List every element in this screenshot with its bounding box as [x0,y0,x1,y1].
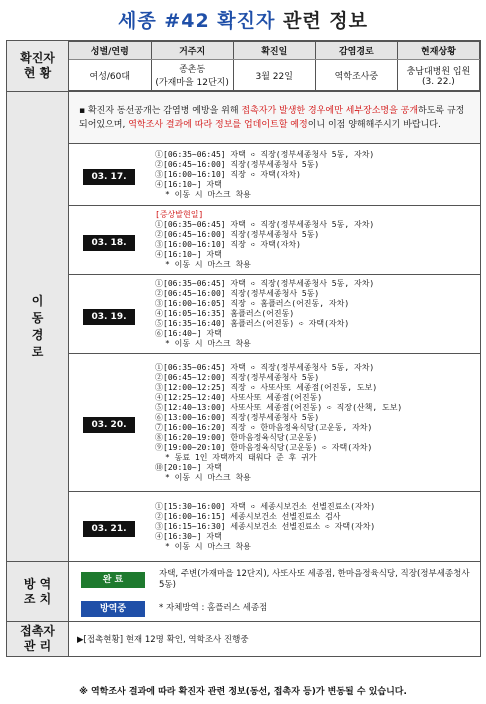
route-entry: ①[06:35~06:45] 자택 ➪ 직장(정부세종청사 5동, 자차) [155,220,375,229]
route-entry: ①[15:30~16:00] 자택 ➪ 세종시보건소 선별진료소(자차) [155,501,376,511]
value-infection-route: 역학조사중 [315,60,397,91]
route-entry: ⑤[16:35~16:40] 홈플러스(어진동) ➪ 자택(자차) [155,319,350,328]
route-entry: ④[16:10~] 자택 [155,250,222,259]
route-note: * 이동 시 마스크 착용 [165,260,251,269]
patient-section-label: 확진자 현 황 [7,41,69,92]
route-entry: ③[12:00~12:25] 직장 ➪ 사또사또 세종점(어진동, 도보) [155,382,378,392]
route-entry: ②[06:45~16:00] 직장(정부세종청사 5동) [155,289,320,298]
route-entry: ①[06:35~06:45] 자택 ➪ 직장(정부세종청사 5동, 자차) [155,362,375,372]
route-entry: ④[16:10~] 자택 [155,179,222,189]
route-entry: ③[16:00~16:10] 직장 ➪ 자택(자차) [155,169,301,179]
route-entry: ①[06:35~06:45] 자택 ➪ 직장(정부세종청사 5동, 자차) [155,149,375,159]
date-label-0321: 03. 21. [83,521,135,537]
route-entry: ②[06:45~16:00] 직장(정부세종청사 5동) [155,230,320,239]
header-residence: 거주지 [151,42,233,60]
header-gender-age: 성별/연령 [69,42,151,60]
title-secondary: 관련 정보 [282,10,369,32]
header-confirm-date: 확진일 [233,42,315,60]
route-entry: ③[16:00~16:05] 직장 ➪ 홈플러스(어진동, 자차) [155,299,350,308]
route-note: * 이동 시 마스크 착용 [165,541,251,551]
notice-text-1: 확진자 동선공개는 감염병 예방을 위해 [87,105,242,116]
notice-highlight-2: 역학조사 결과에 따라 정보를 업데이트할 예정 [128,119,308,130]
route-entry: ②[06:45~16:00] 직장(정부세종청사 5동) [155,159,320,169]
day-row-0320 [7,354,481,492]
notice-highlight-1: 접촉자가 발생한 경우에만 세부장소명을 공개 [241,105,419,116]
route-entry: ⑩[20:10~] 자택 [155,462,222,472]
header-current-status: 현재상황 [397,42,479,60]
route-entry: ⑥[13:00~16:00] 직장(정부세종청사 5동) [155,412,320,422]
route-entry: ⑧[16:20~19:00] 한마음정육식당(고운동) [155,432,318,442]
date-label-0318: 03. 18. [83,235,135,251]
day-row-0317 [7,144,481,206]
done-badge: 완 료 [81,572,145,588]
date-label-0317: 03. 17. [83,169,135,185]
ongoing-badge: 방역중 [81,601,145,617]
route-entry: ⑥[16:40~] 자택 [155,329,222,338]
route-note: * 이동 시 마스크 착용 [165,472,251,482]
page-title [0,6,486,36]
route-entry: ⑦[16:00~16:20] 직장 ➪ 한마음정육식당(고운동, 자차) [155,422,373,432]
quarantine-done [73,566,476,594]
quarantine-row [7,562,481,622]
value-gender-age: 여성/60대 [69,60,151,91]
value-residence: 종촌동 (가재마을 12단지) [151,60,233,91]
route-entry: ④[16:05~16:35] 홈플러스(어진동) [155,309,295,318]
header-infection-route: 감염경로 [315,42,397,60]
disclosure-notice [69,92,481,144]
contact-status: ▶[접촉현황] 현재 12명 확인, 역학조사 진행중 [69,622,481,657]
title-primary: 세종 #42 확진자 [117,10,276,32]
route-entry: ③[16:00~16:10] 직장 ➪ 자택(자차) [155,240,301,249]
day-row-0318 [7,206,481,275]
day-row-0319 [7,275,481,354]
route-section-label: 이 동 경 로 [7,92,69,562]
value-confirm-date: 3월 22일 [233,60,315,91]
route-entry: ③[16:15~16:30] 세종시보건소 선별진료소 ➪ 자택(자차) [155,521,376,531]
route-entry: ④[12:25~12:40] 사또사또 세종점(어진동) [155,392,323,402]
notice-text-2: 하도록 규정되어있으며, [79,105,465,130]
day-row-0321 [7,492,481,562]
route-entry: ①[06:35~06:45] 자택 ➪ 직장(정부세종청사 5동, 자차) [155,279,375,288]
contact-section-label: 접촉자 관 리 [7,622,69,657]
route-entry: ②[16:00~16:15] 세종시보건소 선별진료소 검사 [155,511,341,521]
route-entry: ⑨[19:00~20:10] 한마음정육식당(고운동) ➪ 자택(자차) [155,442,373,452]
date-label-0320: 03. 20. [83,417,135,433]
route-note: * 이동 시 마스크 착용 [165,189,251,199]
date-label-0319: 03. 19. [83,309,135,325]
notice-row [7,92,481,144]
symptom-onset-tag: [증상발현일] [155,210,204,219]
route-note: * 이동 시 마스크 착용 [165,339,251,348]
route-note: * 동료 1인 자택까지 태워다 준 후 귀가 [165,452,317,462]
patient-status-row [7,41,481,92]
footer-disclaimer: ※ 역학조사 결과에 따라 확진자 관련 정보(동선, 접촉자 등)가 변동될 수 있습니다. [79,687,407,697]
patient-summary-table [69,41,480,91]
route-entry: ④[16:30~] 자택 [155,531,222,541]
quarantine-section-label: 방 역 조 치 [7,562,69,622]
done-places: 자택, 주변(가재마을 12단지), 사또사또 세종점, 한마음정육식당, 직장(정부세종청사 5동) [159,569,470,590]
contact-row [7,622,481,657]
route-entry: ②[06:45~12:00] 직장(정부세종청사 5동) [155,372,320,382]
quarantine-ongoing [73,600,476,617]
notice-text-3: 이니 이점 양해해주시기 바랍니다. [307,119,441,130]
value-current-status: 충남대병원 입원 (3. 22.) [397,60,479,91]
notice-bullet: ▪ [79,105,86,116]
info-table [6,40,481,657]
route-entry: ⑤[12:40~13:00] 사또사또 세종점(어진동) ➪ 직장(산책, 도보) [155,402,403,412]
ongoing-places: * 자체방역 : 홈플러스 세종점 [159,603,268,613]
